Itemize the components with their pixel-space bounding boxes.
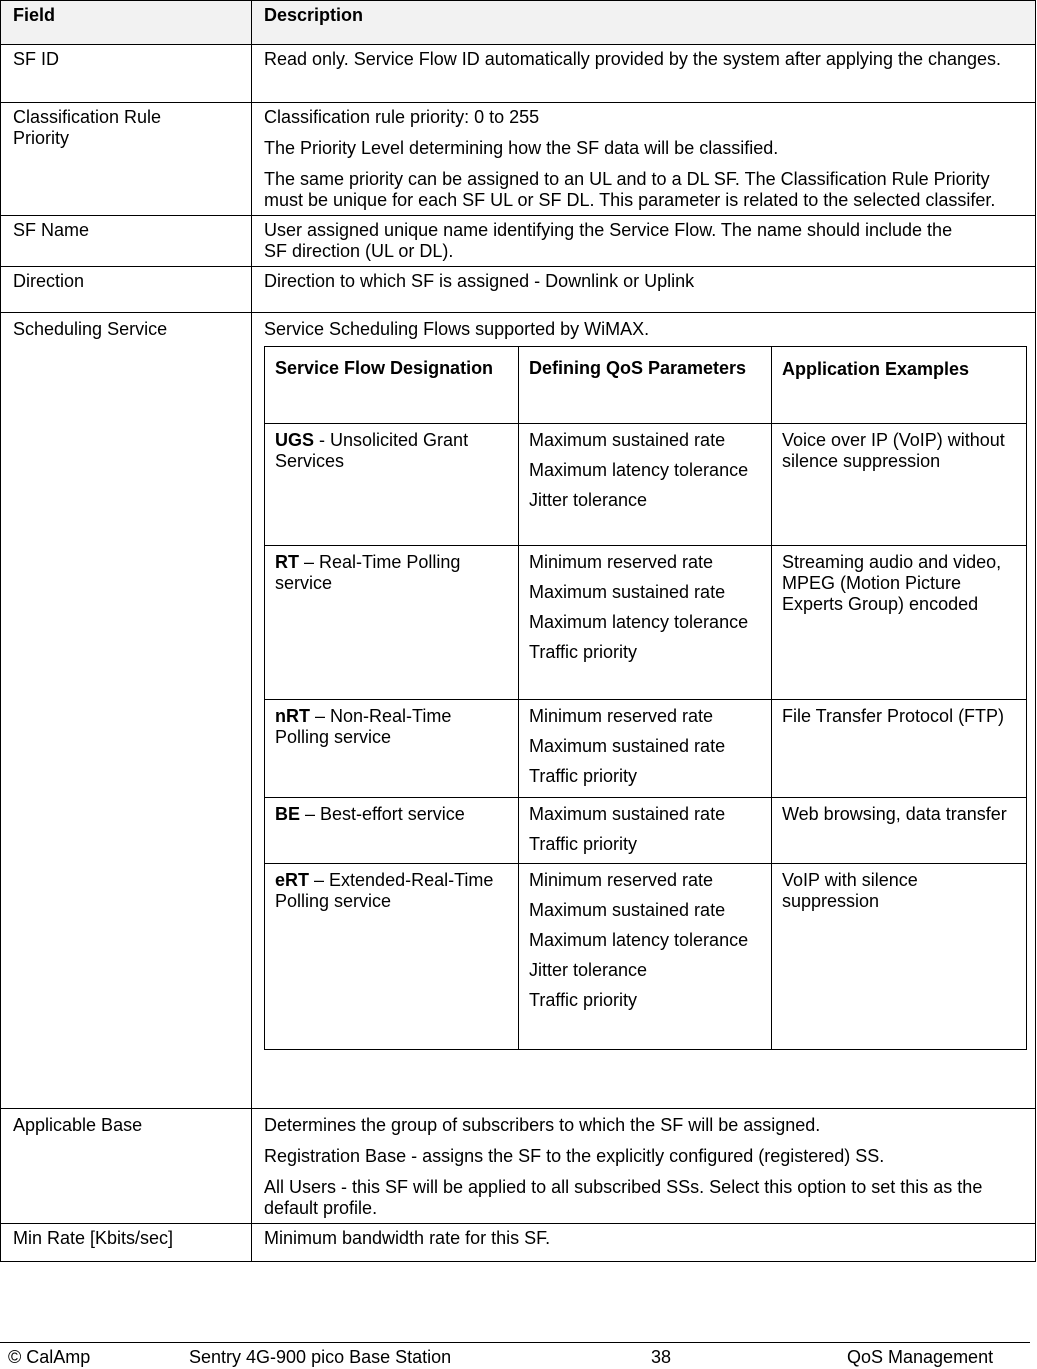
description-text: Classification rule priority: 0 to 255 bbox=[264, 107, 540, 127]
qos-param: Maximum sustained rate bbox=[529, 804, 726, 824]
table-header-row bbox=[1, 1, 1036, 45]
footer-product: Sentry 4G-900 pico Base Station bbox=[189, 1347, 452, 1367]
qos-parameters bbox=[519, 798, 772, 864]
footer-divider bbox=[0, 1342, 1030, 1343]
flow-designation bbox=[265, 424, 519, 546]
qos-parameters bbox=[519, 546, 772, 700]
description-text: Service Scheduling Flows supported by WiMAX. bbox=[264, 319, 650, 339]
table-row bbox=[1, 103, 1036, 216]
flow-designation bbox=[265, 700, 519, 798]
sub-header-parameters: Defining QoS Parameters bbox=[519, 347, 772, 424]
footer-page-number: 38 bbox=[651, 1347, 672, 1367]
table-row bbox=[1, 313, 1036, 1109]
qos-param: Jitter tolerance bbox=[529, 960, 648, 980]
field-name: Applicable Base bbox=[1, 1109, 252, 1224]
footer-section: QoS Management bbox=[847, 1347, 994, 1367]
field-description bbox=[252, 1109, 1036, 1224]
application-example: VoIP with silence suppression bbox=[772, 864, 1027, 1050]
sub-table-row bbox=[265, 546, 1027, 700]
flow-name: – Best-effort service bbox=[300, 804, 465, 824]
sub-table-row bbox=[265, 424, 1027, 546]
qos-param: Traffic priority bbox=[529, 766, 638, 786]
qos-param: Traffic priority bbox=[529, 834, 638, 854]
qos-param: Traffic priority bbox=[529, 642, 638, 662]
description-text: Read only. Service Flow ID automatically provided by the system after applying the changes. bbox=[264, 49, 1002, 69]
description-text: Minimum bandwidth rate for this SF. bbox=[264, 1228, 551, 1248]
field-name: Min Rate [Kbits/sec] bbox=[1, 1224, 252, 1262]
qos-param: Maximum latency tolerance bbox=[529, 612, 749, 632]
flow-name: – Real-Time Polling service bbox=[275, 552, 461, 593]
field-name: Scheduling Service bbox=[1, 313, 252, 1109]
qos-param: Maximum latency tolerance bbox=[529, 460, 749, 480]
application-example: Voice over IP (VoIP) without silence suppression bbox=[772, 424, 1027, 546]
description-text: The Priority Level determining how the SF data will be classified. bbox=[264, 138, 779, 158]
sub-table-row bbox=[265, 798, 1027, 864]
flow-code: UGS bbox=[275, 430, 315, 450]
sub-header-examples: Application Examples bbox=[772, 347, 1027, 424]
sub-table-row bbox=[265, 864, 1027, 1050]
table-row bbox=[1, 45, 1036, 103]
field-description bbox=[252, 45, 1036, 103]
qos-parameters bbox=[519, 700, 772, 798]
header-description: Description bbox=[252, 1, 1036, 45]
description-text: Direction to which SF is assigned - Downlink or Uplink bbox=[264, 271, 695, 291]
qos-parameters bbox=[519, 424, 772, 546]
field-description bbox=[252, 216, 1036, 267]
header-field: Field bbox=[1, 1, 252, 45]
table-row bbox=[1, 267, 1036, 313]
qos-param: Jitter tolerance bbox=[529, 490, 648, 510]
field-name: Direction bbox=[1, 267, 252, 313]
qos-param: Minimum reserved rate bbox=[529, 870, 714, 890]
qos-param: Maximum sustained rate bbox=[529, 900, 726, 920]
flow-code: eRT bbox=[275, 870, 310, 890]
sub-table-row bbox=[265, 700, 1027, 798]
flow-designation bbox=[265, 798, 519, 864]
scheduling-services-table bbox=[264, 346, 1027, 1050]
field-name: Classification Rule Priority bbox=[1, 103, 252, 216]
description-text: All Users - this SF will be applied to all subscribed SSs. Select this option to set this as the default profile. bbox=[264, 1177, 983, 1218]
field-name: SF Name bbox=[1, 216, 252, 267]
qos-param: Traffic priority bbox=[529, 990, 638, 1010]
application-example: Streaming audio and video, MPEG (Motion Picture Experts Group) encoded bbox=[772, 546, 1027, 700]
qos-param: Maximum sustained rate bbox=[529, 582, 726, 602]
field-description bbox=[252, 267, 1036, 313]
application-example: File Transfer Protocol (FTP) bbox=[772, 700, 1027, 798]
flow-name: - Unsolicited Grant Services bbox=[275, 430, 469, 471]
flow-name: – Extended-Real-Time Polling service bbox=[275, 870, 494, 911]
flow-designation bbox=[265, 864, 519, 1050]
field-description bbox=[252, 103, 1036, 216]
flow-code: nRT bbox=[275, 706, 310, 726]
field-description bbox=[252, 313, 1036, 1109]
sub-table-header-row bbox=[265, 347, 1027, 424]
sub-header-designation: Service Flow Designation bbox=[265, 347, 519, 424]
description-text: Registration Base - assigns the SF to the explicitly configured (registered) SS. bbox=[264, 1146, 885, 1166]
qos-param: Maximum latency tolerance bbox=[529, 930, 749, 950]
footer-company: © CalAmp bbox=[8, 1347, 91, 1367]
table-row bbox=[1, 1224, 1036, 1262]
field-name: SF ID bbox=[1, 45, 252, 103]
flow-code: BE bbox=[275, 804, 301, 824]
qos-param: Minimum reserved rate bbox=[529, 706, 714, 726]
qos-param: Maximum sustained rate bbox=[529, 430, 726, 450]
qos-parameters bbox=[519, 864, 772, 1050]
flow-designation bbox=[265, 546, 519, 700]
table-row bbox=[1, 216, 1036, 267]
field-description bbox=[252, 1224, 1036, 1262]
qos-param: Minimum reserved rate bbox=[529, 552, 714, 572]
description-text: Determines the group of subscribers to which the SF will be assigned. bbox=[264, 1115, 821, 1135]
description-text: The same priority can be assigned to an UL and to a DL SF. The Classification Rule Priority must be unique for each SF UL or SF DL. This parameter is related to the selected classifer. bbox=[264, 169, 996, 210]
flow-name: – Non-Real-Time Polling service bbox=[275, 706, 452, 747]
description-text: User assigned unique name identifying the Service Flow. The name should include the SF direction (UL or DL). bbox=[264, 220, 953, 261]
table-row bbox=[1, 1109, 1036, 1224]
flow-code: RT bbox=[275, 552, 299, 572]
application-example: Web browsing, data transfer bbox=[772, 798, 1027, 864]
qos-param: Maximum sustained rate bbox=[529, 736, 726, 756]
